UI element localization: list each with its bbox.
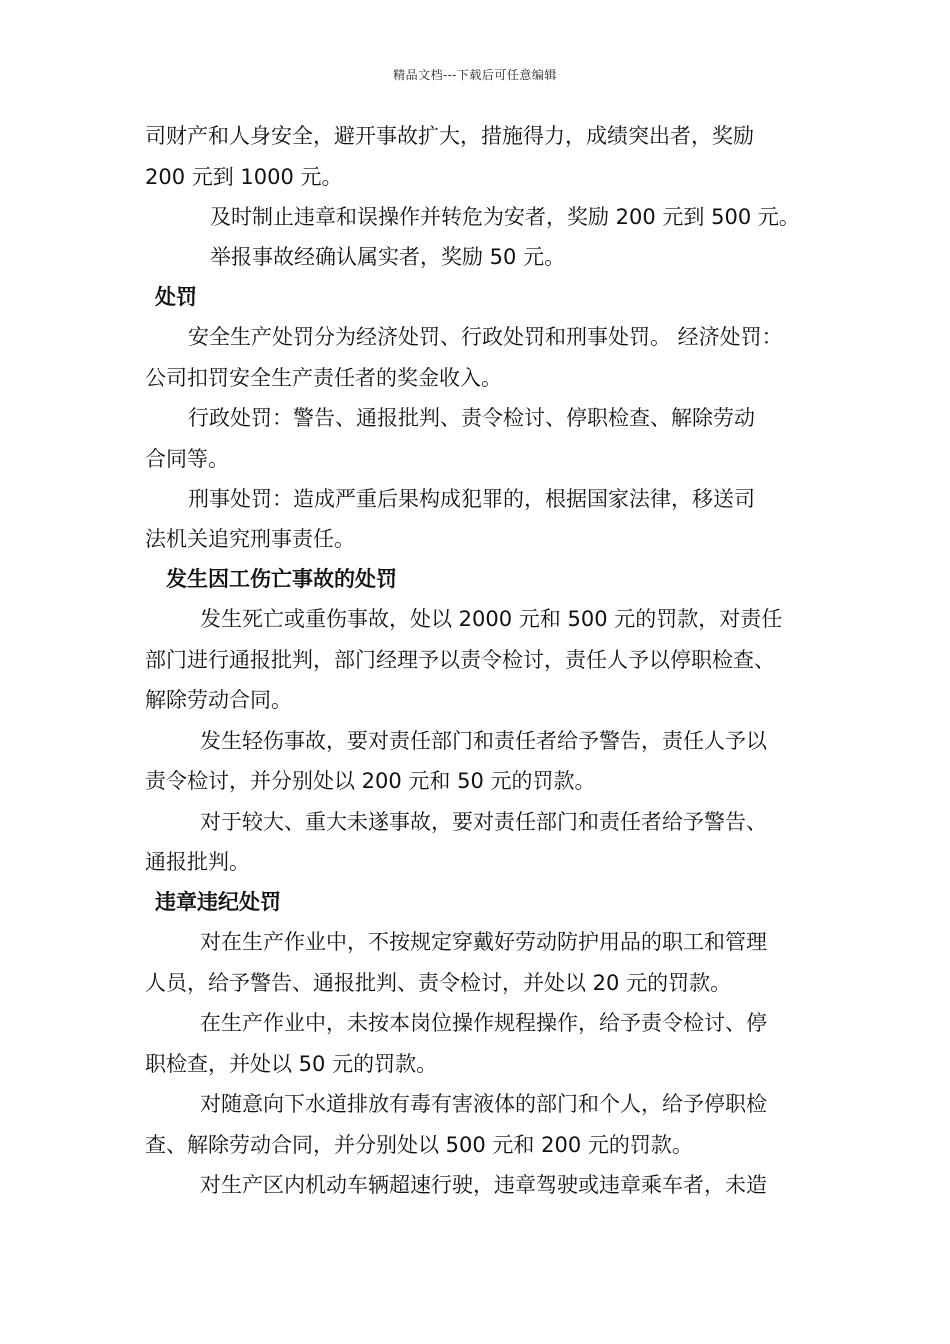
section-heading-violations: 违章违纪处罚 xyxy=(155,890,281,914)
body-line: 发生死亡或重伤事故，处以 2000 元和 500 元的罚款，对责任 xyxy=(200,607,783,631)
body-line: 发生轻伤事故，要对责任部门和责任者给予警告，责任人予以 xyxy=(200,729,767,753)
body-line: 查、解除劳动合同，并分别处以 500 元和 200 元的罚款。 xyxy=(145,1133,693,1157)
section-heading-penalties: 处罚 xyxy=(155,285,197,309)
body-line: 职检查，并处以 50 元的罚款。 xyxy=(145,1052,438,1076)
body-line: 对生产区内机动车辆超速行驶，违章驾驶或违章乘车者，未造 xyxy=(200,1173,767,1197)
body-line: 司财产和人身安全，避开事故扩大，措施得力，成绩突出者，奖励 xyxy=(145,124,754,148)
body-line: 公司扣罚安全生产责任者的奖金收入。 xyxy=(145,366,502,390)
body-line: 对在生产作业中，不按规定穿戴好劳动防护用品的职工和管理 xyxy=(200,930,767,954)
body-line: 行政处罚：警告、通报批判、责令检讨、停职检查、解除劳动 xyxy=(188,406,755,430)
body-line: 合同等。 xyxy=(145,447,229,471)
body-line: 对于较大、重大未遂事故，要对责任部门和责任者给予警告、 xyxy=(200,810,767,834)
body-line: 在生产作业中，未按本岗位操作规程操作，给予责令检讨、停 xyxy=(200,1011,767,1035)
body-line: 责令检讨，并分别处以 200 元和 50 元的罚款。 xyxy=(145,769,596,793)
body-line: 通报批判。 xyxy=(145,850,250,874)
body-line: 对随意向下水道排放有毒有害液体的部门和个人，给予停职检 xyxy=(200,1092,767,1116)
body-line: 安全生产处罚分为经济处罚、行政处罚和刑事处罚。 经济处罚： xyxy=(188,325,783,349)
page-header: 精品文档---下载后可任意编辑 xyxy=(393,68,557,82)
body-line: 及时制止违章和误操作并转危为安者，奖励 200 元到 500 元。 xyxy=(210,205,800,229)
body-line: 部门进行通报批判，部门经理予以责令检讨，责任人予以停职检查、 xyxy=(145,648,775,672)
body-line: 人员，给予警告、通报批判、责令检讨，并处以 20 元的罚款。 xyxy=(145,971,732,995)
body-line: 200 元到 1000 元。 xyxy=(145,165,343,189)
body-line: 举报事故经确认属实者，奖励 50 元。 xyxy=(210,245,566,269)
body-line: 刑事处罚：造成严重后果构成犯罪的，根据国家法律，移送司 xyxy=(188,487,755,511)
body-line: 法机关追究刑事责任。 xyxy=(145,527,355,551)
section-heading-injury-accidents: 发生因工伤亡事故的处罚 xyxy=(166,567,397,591)
body-line: 解除劳动合同。 xyxy=(145,688,292,712)
